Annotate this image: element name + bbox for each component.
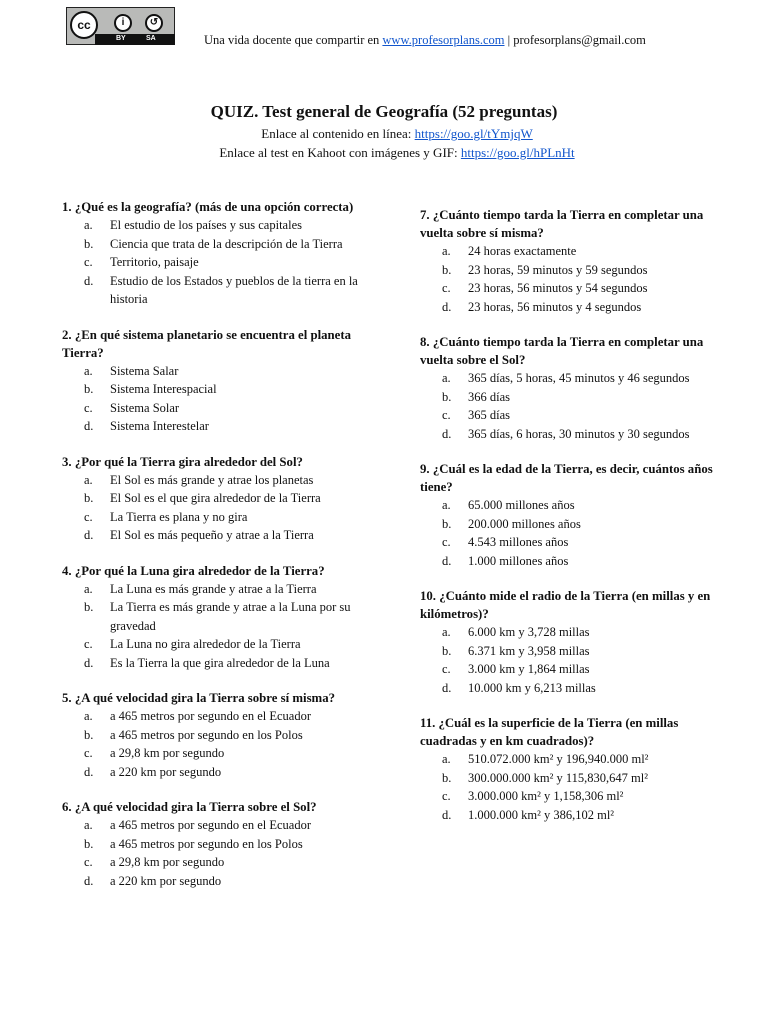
option-marker: c. (442, 408, 451, 422)
question-text (62, 453, 380, 471)
question-number: 3. (62, 454, 72, 469)
option-list (84, 580, 380, 673)
answer-option (84, 216, 380, 235)
option-marker: d. (442, 680, 452, 695)
option-list (442, 369, 730, 443)
question-block (62, 453, 380, 545)
option-marker: c. (84, 255, 93, 269)
answer-option (442, 496, 730, 515)
option-marker: b. (442, 770, 452, 785)
option-marker: b. (84, 836, 94, 851)
option-marker: c. (84, 746, 93, 760)
option-text: 1.000 millones años (468, 553, 569, 568)
option-text: El Sol es más pequeño y atrae a la Tierra (110, 528, 314, 542)
option-text: 6.000 km y 3,728 millas (468, 625, 590, 639)
option-marker: b. (84, 600, 94, 614)
answer-option (84, 744, 380, 763)
kahoot-link-label: Enlace al test en Kahoot con imágenes y GIF: (219, 145, 461, 160)
option-marker: a. (442, 625, 451, 639)
answer-option (84, 763, 380, 782)
option-marker: a. (84, 472, 93, 487)
option-text: 365 días (468, 408, 511, 422)
answer-option (84, 635, 380, 654)
answer-option (84, 489, 380, 508)
option-text: 6.371 km y 3,958 millas (468, 643, 590, 658)
question-label: ¿Cuánto tiempo tarda la Tierra en completar una vuelta sobre sí misma? (420, 208, 704, 240)
question-number: 5. (62, 691, 72, 705)
option-marker: a. (84, 709, 93, 723)
option-text: 3.000.000 km² y 1,158,306 ml² (468, 789, 624, 803)
option-text: La Tierra es plana y no gira (110, 509, 248, 524)
answer-option (84, 598, 380, 635)
question-label: ¿Por qué la Tierra gira alrededor del Sol? (74, 454, 303, 469)
option-marker: d. (442, 299, 452, 314)
question-number: 1. (62, 200, 72, 214)
answer-option (84, 835, 380, 854)
option-marker: a. (84, 818, 93, 832)
option-text: El Sol es más grande y atrae los planetas (110, 472, 314, 487)
option-marker: b. (442, 643, 452, 658)
option-marker: d. (442, 426, 452, 441)
option-text: La Tierra es más grande y atrae a la Luna por su gravedad (110, 600, 351, 633)
question-number: 4. (62, 563, 72, 578)
option-marker: c. (442, 662, 451, 676)
option-text: a 465 metros por segundo en los Polos (110, 836, 303, 851)
option-text: El estudio de los países y sus capitales (110, 218, 302, 232)
answer-option (442, 388, 730, 407)
option-marker: b. (442, 389, 452, 404)
question-label: ¿A qué velocidad gira la Tierra sobre sí misma? (74, 691, 336, 705)
option-list (442, 750, 730, 824)
answer-option (84, 362, 380, 381)
option-text: a 29,8 km por segundo (110, 746, 225, 760)
question-text (62, 798, 380, 816)
answer-option (442, 261, 730, 280)
option-text: 1.000.000 km² y 386,102 ml² (468, 807, 615, 822)
question-text (420, 714, 730, 750)
option-text: a 220 km por segundo (110, 873, 222, 888)
header-suffix: | profesorplans@gmail.com (504, 33, 646, 47)
question-number: 8. (420, 335, 430, 349)
question-text (420, 333, 730, 369)
answer-option (84, 417, 380, 436)
option-text: Ciencia que trata de la descripción de la Tierra (110, 236, 343, 251)
question-label: ¿Por qué la Luna gira alrededor de la Tierra? (74, 563, 325, 578)
option-text: 300.000.000 km² y 115,830,647 ml² (468, 770, 648, 785)
option-text: Estudio de los Estados y pueblos de la tierra en la historia (110, 273, 358, 306)
question-block (62, 689, 380, 781)
kahoot-link-line (0, 145, 768, 161)
question-label: ¿Cuánto tiempo tarda la Tierra en completar una vuelta sobre el Sol? (420, 335, 704, 367)
question-label: ¿Cuánto mide el radio de la Tierra (en millas y en kilómetros)? (420, 589, 711, 621)
question-text (62, 326, 380, 362)
question-text (62, 689, 380, 707)
answer-option (84, 726, 380, 745)
option-list (84, 362, 380, 436)
answer-option (84, 853, 380, 872)
option-marker: b. (84, 491, 94, 505)
question-block (420, 460, 730, 570)
answer-option (442, 660, 730, 679)
answer-option (442, 279, 730, 298)
option-marker: c. (442, 535, 451, 549)
option-text: Sistema Interestelar (110, 419, 209, 433)
option-text: 23 horas, 59 minutos y 59 segundos (468, 262, 648, 277)
option-marker: d. (84, 655, 94, 670)
option-marker: c. (442, 281, 451, 295)
option-marker: b. (84, 236, 94, 251)
question-label: ¿Cuál es la superficie de la Tierra (en millas cuadradas y en km cuadrados)? (420, 716, 679, 748)
answer-option (442, 552, 730, 571)
question-block (62, 326, 380, 436)
option-marker: c. (84, 637, 93, 651)
option-marker: d. (84, 419, 94, 433)
option-text: Es la Tierra la que gira alrededor de la Luna (110, 655, 330, 670)
answer-option (442, 369, 730, 388)
answer-option (84, 380, 380, 399)
option-text: Sistema Solar (110, 400, 180, 415)
option-list (84, 707, 380, 781)
kahoot-link[interactable]: https://goo.gl/hPLnHt (460, 145, 575, 160)
cc-license-badge (66, 7, 175, 45)
by-label: BY (116, 35, 126, 42)
question-block (420, 206, 730, 316)
question-block (62, 562, 380, 673)
option-text: Territorio, paisaje (110, 255, 199, 269)
answer-option (442, 750, 730, 769)
option-text: 3.000 km y 1,864 millas (468, 662, 590, 676)
question-label: ¿Qué es la geografía? (más de una opción correcta) (74, 200, 354, 214)
option-marker: d. (442, 553, 452, 568)
question-number: 6. (62, 800, 72, 814)
option-marker: b. (442, 516, 452, 531)
question-label: ¿En qué sistema planetario se encuentra el planeta Tierra? (62, 327, 352, 360)
question-text (62, 198, 380, 216)
option-marker: d. (84, 873, 94, 888)
option-marker: d. (442, 807, 452, 822)
question-label: ¿Cuál es la edad de la Tierra, es decir, cuántos años tiene? (420, 462, 713, 494)
question-block (62, 798, 380, 890)
option-text: La Luna es más grande y atrae a la Tierra (110, 581, 317, 596)
option-text: 510.072.000 km² y 196,940.000 ml² (468, 752, 649, 766)
answer-option (84, 707, 380, 726)
answer-option (442, 787, 730, 806)
option-marker: c. (442, 789, 451, 803)
option-marker: a. (442, 498, 451, 512)
content-link-label: Enlace al contenido en línea: (261, 126, 415, 141)
option-marker: c. (84, 509, 93, 524)
sa-icon: ↺ (145, 14, 163, 32)
option-text: a 465 metros por segundo en los Polos (110, 727, 303, 742)
option-marker: c. (84, 855, 93, 869)
answer-option (442, 806, 730, 825)
answer-option (84, 872, 380, 891)
page-title: QUIZ. Test general de Geografía (52 preguntas) (210, 102, 558, 121)
question-number: 2. (62, 327, 72, 342)
option-text: a 465 metros por segundo en el Ecuador (110, 709, 311, 723)
answer-option (84, 526, 380, 545)
content-link[interactable]: https://goo.gl/tYmjqW (414, 126, 533, 141)
answer-option (84, 654, 380, 673)
header-line (204, 33, 646, 48)
option-list (84, 216, 380, 309)
left-question-column (62, 198, 380, 907)
option-marker: a. (442, 752, 451, 766)
question-block (62, 198, 380, 309)
option-list (84, 471, 380, 545)
answer-option (84, 580, 380, 599)
option-list (84, 816, 380, 890)
answer-option (84, 272, 380, 309)
content-link-line (0, 126, 768, 142)
option-text: 24 horas exactamente (468, 244, 577, 258)
option-text: 366 días (468, 389, 511, 404)
option-text: 65.000 millones años (468, 498, 575, 512)
question-number: 9. (420, 462, 430, 476)
option-text: 365 días, 5 horas, 45 minutos y 46 segundos (468, 371, 690, 385)
cc-icon: cc (70, 11, 98, 39)
option-list (442, 496, 730, 570)
by-icon: i (114, 14, 132, 32)
option-text: 23 horas, 56 minutos y 4 segundos (468, 299, 642, 314)
question-text (420, 460, 730, 496)
sa-label: SA (146, 35, 156, 42)
option-text: 10.000 km y 6,213 millas (468, 680, 596, 695)
option-marker: a. (84, 581, 93, 596)
option-text: La Luna no gira alrededor de la Tierra (110, 637, 301, 651)
question-number: 10. (420, 589, 436, 603)
option-marker: b. (84, 382, 94, 396)
option-text: 4.543 millones años (468, 535, 569, 549)
option-marker: a. (442, 371, 451, 385)
question-text (420, 587, 730, 623)
question-label: ¿A qué velocidad gira la Tierra sobre el Sol? (74, 800, 317, 814)
answer-option (84, 399, 380, 418)
question-number: 7. (420, 208, 430, 222)
option-text: 365 días, 6 horas, 30 minutos y 30 segundos (468, 426, 690, 441)
answer-option (442, 623, 730, 642)
option-text: a 465 metros por segundo en el Ecuador (110, 818, 311, 832)
option-text: El Sol es el que gira alrededor de la Tierra (110, 491, 321, 505)
option-marker: b. (84, 727, 94, 742)
website-link[interactable]: www.profesorplans.com (382, 33, 505, 47)
option-list (442, 623, 730, 697)
answer-option (442, 769, 730, 788)
answer-option (442, 515, 730, 534)
option-marker: d. (84, 764, 94, 779)
question-block (420, 333, 730, 443)
answer-option (84, 235, 380, 254)
option-text: 200.000 millones años (468, 516, 581, 531)
option-marker: a. (84, 363, 93, 378)
answer-option (84, 253, 380, 272)
option-text: a 29,8 km por segundo (110, 855, 225, 869)
answer-option (442, 679, 730, 698)
option-marker: d. (84, 528, 94, 542)
answer-option (442, 642, 730, 661)
question-text (62, 562, 380, 580)
header-prefix: Una vida docente que compartir en (204, 33, 383, 47)
right-question-column (420, 206, 730, 841)
option-marker: d. (84, 273, 94, 288)
option-marker: b. (442, 262, 452, 277)
answer-option (442, 298, 730, 317)
question-block (420, 587, 730, 697)
option-text: Sistema Salar (110, 363, 179, 378)
answer-option (442, 533, 730, 552)
option-marker: a. (84, 218, 93, 232)
question-block (420, 714, 730, 824)
option-list (442, 242, 730, 316)
question-text (420, 206, 730, 242)
option-text: Sistema Interespacial (110, 382, 217, 396)
answer-option (84, 508, 380, 527)
answer-option (442, 425, 730, 444)
option-text: 23 horas, 56 minutos y 54 segundos (468, 281, 648, 295)
answer-option (84, 816, 380, 835)
question-number: 11. (420, 716, 436, 730)
option-text: a 220 km por segundo (110, 764, 222, 779)
answer-option (442, 406, 730, 425)
option-marker: a. (442, 244, 451, 258)
answer-option (84, 471, 380, 490)
option-marker: c. (84, 400, 93, 415)
answer-option (442, 242, 730, 261)
